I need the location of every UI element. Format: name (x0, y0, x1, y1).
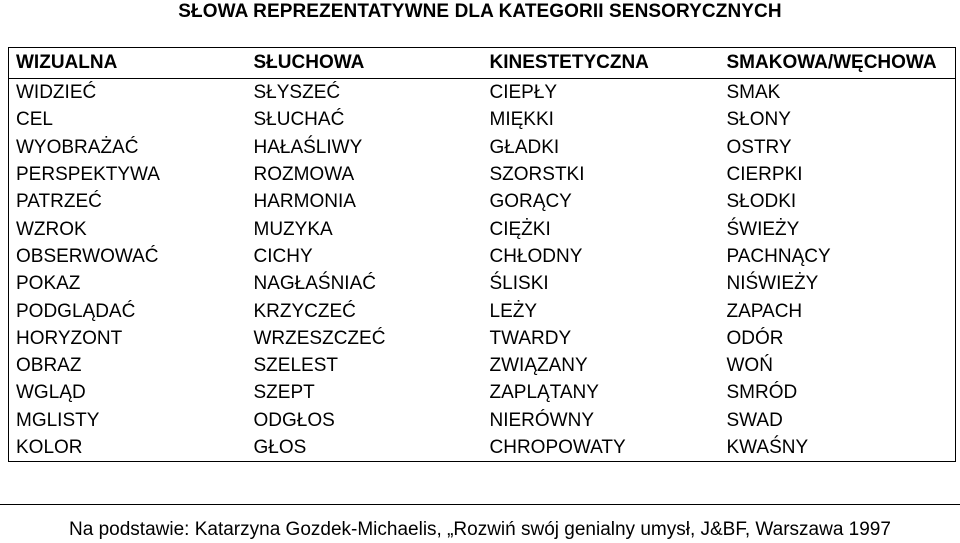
auditory-word: SZELEST (253, 355, 338, 377)
kinesthetic-word: LEŻY (489, 300, 538, 322)
gustatory-olfactory-word: CIERPKI (726, 164, 803, 186)
kinesthetic-word: NIERÓWNY (489, 409, 594, 431)
kinesthetic-word: CIEPŁY (489, 82, 558, 104)
visual-word: KOLOR (16, 437, 83, 458)
visual-word: WGLĄD (16, 382, 86, 404)
kinesthetic-word: CHROPOWATY (489, 437, 626, 458)
auditory-word: HAŁAŚLIWY (253, 136, 363, 158)
gustatory-olfactory-word: NIŚWIEŻY (726, 273, 819, 295)
kinesthetic-word: MIĘKKI (489, 109, 554, 131)
auditory-word: SŁUCHAĆ (253, 109, 345, 131)
source-citation: Na podstawie: Katarzyna Gozdek-Michaelis, „Rozwiń swój genialny umysł, J&BF, Warszawa 1997 (69, 519, 891, 540)
gustatory-olfactory-word: SMAK (726, 82, 781, 104)
header-visual: WIZUALNA (9, 48, 247, 79)
gustatory-olfactory-word: SŁONY (726, 109, 791, 131)
visual-word: WIDZIEĆ (16, 82, 97, 104)
auditory-word: ROZMOWA (253, 164, 355, 186)
auditory-word: CICHY (253, 245, 313, 267)
gustatory-olfactory-word: ODÓR (726, 327, 784, 349)
header-auditory: SŁUCHOWA (247, 48, 483, 79)
gustatory-olfactory-word: WOŃ (726, 355, 773, 377)
page-title: SŁOWA REPREZENTATYWNE DLA KATEGORII SENSORYCZNYCH (178, 1, 782, 22)
kinesthetic-word: GŁADKI (489, 136, 560, 158)
kinesthetic-word: CIĘŻKI (489, 218, 551, 240)
table-row (9, 297, 956, 324)
auditory-word: WRZESZCZEĆ (253, 327, 386, 349)
auditory-word: ODGŁOS (253, 409, 335, 431)
auditory-word: NAGŁAŚNIAĆ (253, 273, 376, 295)
gustatory-olfactory-word: KWAŚNY (726, 437, 809, 458)
table-row (9, 352, 956, 379)
kinesthetic-word: GORĄCY (489, 191, 572, 213)
kinesthetic-word: ŚLISKI (489, 273, 549, 295)
visual-word: WYOBRAŻAĆ (16, 136, 139, 158)
visual-word: WZROK (16, 218, 87, 240)
table-row (9, 188, 956, 215)
kinesthetic-word: SZORSTKI (489, 164, 585, 186)
gustatory-olfactory-word: SWAD (726, 409, 783, 431)
table-header-row (9, 48, 956, 79)
visual-word: POKAZ (16, 273, 81, 295)
auditory-word: GŁOS (253, 437, 307, 458)
auditory-word: MUZYKA (253, 218, 333, 240)
gustatory-olfactory-word: ZAPACH (726, 300, 803, 322)
table-row (9, 106, 956, 133)
footer (0, 504, 960, 543)
gustatory-olfactory-word: ŚWIEŻY (726, 218, 800, 240)
visual-word: PODGLĄDAĆ (16, 300, 136, 322)
table-row (9, 215, 956, 242)
table-row (9, 243, 956, 270)
table-row (9, 270, 956, 297)
table-row (9, 161, 956, 188)
auditory-word: KRZYCZEĆ (253, 300, 356, 322)
gustatory-olfactory-word: SMRÓD (726, 382, 798, 404)
kinesthetic-word: ZAPLĄTANY (489, 382, 599, 404)
auditory-word: SŁYSZEĆ (253, 82, 341, 104)
kinesthetic-word: TWARDY (489, 327, 572, 349)
header-kinesthetic: KINESTETYCZNA (483, 48, 720, 79)
visual-word: HORYZONT (16, 327, 123, 349)
table-row (9, 407, 956, 434)
header-gustatory-olfactory: SMAKOWA/WĘCHOWA (720, 48, 956, 79)
sensory-categories-table (8, 47, 956, 462)
gustatory-olfactory-word: OSTRY (726, 136, 792, 158)
visual-word: PERSPEKTYWA (16, 164, 160, 186)
visual-word: PATRZEĆ (16, 191, 102, 213)
table-row (9, 434, 956, 462)
visual-word: MGLISTY (16, 409, 100, 431)
kinesthetic-word: ZWIĄZANY (489, 355, 588, 377)
gustatory-olfactory-word: PACHNĄCY (726, 245, 831, 267)
gustatory-olfactory-word: SŁODKI (726, 191, 797, 213)
table-row (9, 325, 956, 352)
table-row (9, 79, 956, 107)
table-body (9, 79, 956, 462)
kinesthetic-word: CHŁODNY (489, 245, 583, 267)
visual-word: OBRAZ (16, 355, 82, 377)
auditory-word: HARMONIA (253, 191, 356, 213)
visual-word: OBSERWOWAĆ (16, 245, 159, 267)
visual-word: CEL (16, 109, 53, 131)
auditory-word: SZEPT (253, 382, 315, 404)
table-row (9, 134, 956, 161)
table-row (9, 379, 956, 406)
